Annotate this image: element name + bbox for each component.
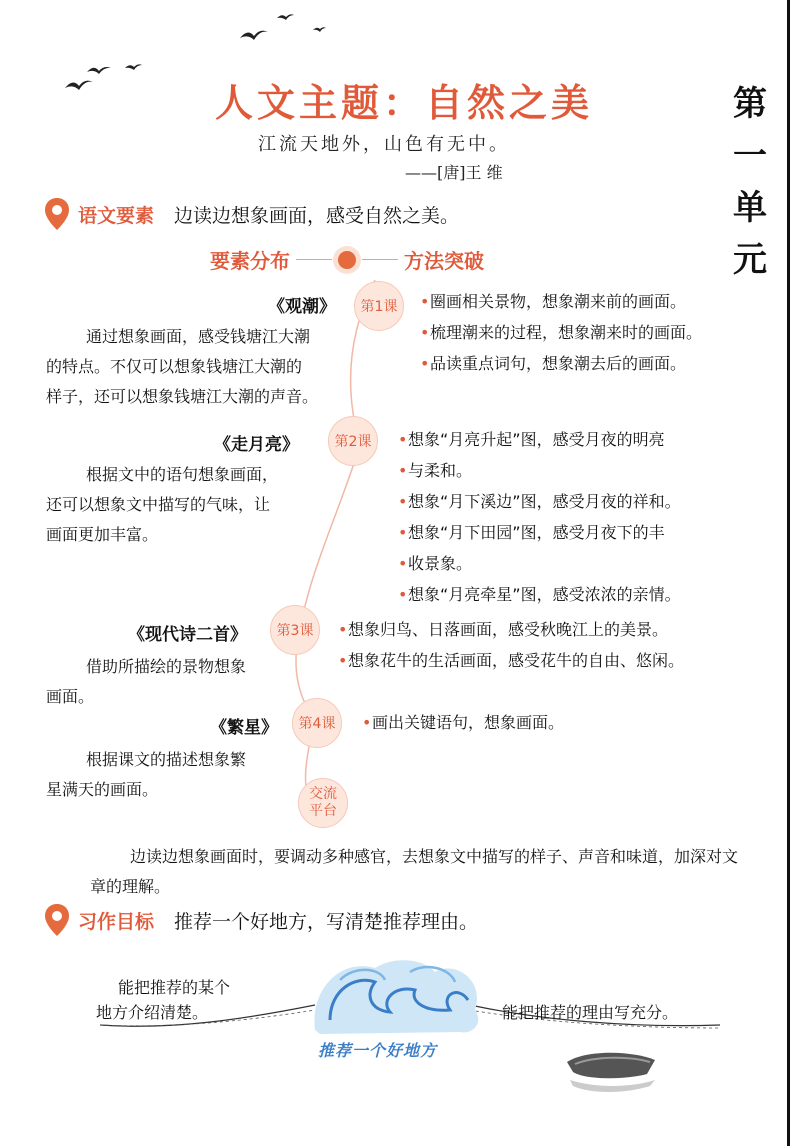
desc-line: 的特点。不仅可以想象钱塘江大潮的 bbox=[46, 357, 303, 376]
lesson-title: 《观潮》 bbox=[268, 297, 336, 317]
flow-left-label: 要素分布 bbox=[210, 249, 290, 273]
lesson-badge: 第2课 bbox=[328, 416, 378, 466]
bird-icon bbox=[313, 27, 326, 32]
lesson-title: 《现代诗二首》 bbox=[128, 625, 247, 645]
flow-right-label: 方法突破 bbox=[404, 249, 484, 273]
lesson-description bbox=[46, 652, 296, 712]
desc-line: 星满天的画面。 bbox=[46, 780, 159, 799]
section-text: 边读边想象画面，感受自然之美。 bbox=[174, 204, 460, 227]
unit-char: 第 bbox=[733, 84, 767, 124]
lesson-title: 《繁星》 bbox=[210, 718, 278, 738]
bird-icon bbox=[125, 64, 142, 70]
bird-icon bbox=[87, 67, 111, 74]
section-writing bbox=[44, 903, 478, 937]
lesson-description bbox=[46, 745, 296, 805]
lesson-badge: 第1课 bbox=[354, 281, 404, 331]
flow-connector bbox=[362, 259, 398, 260]
method-item: • 品读重点词句，想象潮去后的画面。 bbox=[420, 348, 702, 379]
method-item: • 收景象。 bbox=[398, 548, 681, 579]
lesson-title: 《走月亮》 bbox=[214, 435, 299, 455]
exchange-badge bbox=[298, 778, 348, 828]
section-language bbox=[44, 197, 459, 231]
method-item: • 画出关键语句，想象画面。 bbox=[362, 707, 564, 738]
method-item: • 圈画相关景物，想象潮来前的画面。 bbox=[420, 286, 702, 317]
method-list bbox=[338, 614, 684, 676]
method-item: • 想象“月下田园”图，感受月夜下的丰 bbox=[398, 517, 681, 548]
boat-icon bbox=[555, 1040, 665, 1100]
page-title: 人文主题：自然之美 bbox=[215, 80, 594, 125]
lesson-badge: 第3课 bbox=[270, 605, 320, 655]
goal-line: 能把推荐的某个 bbox=[118, 978, 231, 997]
poem-author: ——[唐]王 维 bbox=[405, 163, 503, 182]
desc-line: 借助所描绘的景物想象 bbox=[86, 657, 247, 676]
unit-label bbox=[728, 78, 772, 286]
desc-line: 通过想象画面，感受钱塘江大潮 bbox=[86, 327, 311, 346]
method-item: • 想象“月亮升起”图，感受月夜的明亮 bbox=[398, 424, 681, 455]
exchange-summary: 边读边想象画面时，要调动多种感官，去想象文中描写的样子、声音和味道，加深对文章的理解。 bbox=[90, 847, 739, 896]
desc-line: 画面。 bbox=[46, 687, 95, 706]
method-item: • 想象归鸟、日落画面，感受秋晚江上的美景。 bbox=[338, 614, 684, 645]
unit-char: 单 bbox=[733, 188, 767, 228]
poem-line: 江流天地外，山色有无中。 bbox=[258, 134, 510, 155]
exchange-badge-line: 平台 bbox=[309, 803, 337, 819]
method-item: • 与柔和。 bbox=[398, 455, 681, 486]
unit-char: 元 bbox=[733, 240, 767, 280]
desc-line: 画面更加丰富。 bbox=[46, 525, 159, 544]
flow-connector bbox=[296, 259, 332, 260]
method-list bbox=[420, 286, 702, 379]
location-pin-icon bbox=[44, 197, 70, 231]
section-label: 习作目标 bbox=[78, 910, 155, 933]
unit-char: 一 bbox=[733, 136, 767, 176]
section-text: 推荐一个好地方，写清楚推荐理由。 bbox=[174, 910, 479, 933]
method-list bbox=[398, 424, 681, 610]
method-item: • 梳理潮来的过程，想象潮来时的画面。 bbox=[420, 317, 702, 348]
desc-line: 根据课文的描述想象繁 bbox=[86, 750, 247, 769]
section-label: 语文要素 bbox=[78, 204, 155, 227]
wave-icon bbox=[314, 960, 478, 1034]
method-item: • 想象“月亮牵星”图，感受浓浓的亲情。 bbox=[398, 579, 681, 610]
lesson-badge: 第4课 bbox=[292, 698, 342, 748]
flow-dot-icon bbox=[338, 251, 356, 269]
location-pin-icon bbox=[44, 903, 70, 937]
writing-goal-left bbox=[96, 975, 230, 1025]
goal-line: 地方介绍清楚。 bbox=[96, 1003, 209, 1022]
bird-icon bbox=[277, 14, 294, 20]
lesson-description bbox=[46, 322, 376, 412]
desc-line: 还可以想象文中描写的气味，让 bbox=[46, 495, 271, 514]
writing-goal-right: 能把推荐的理由写充分。 bbox=[502, 1003, 679, 1022]
desc-line: 样子，还可以想象钱塘江大潮的声音。 bbox=[46, 387, 319, 406]
method-list bbox=[362, 707, 564, 738]
desc-line: 根据文中的语句想象画面， bbox=[86, 465, 279, 484]
lesson-description bbox=[46, 460, 346, 550]
writing-goal-center: 推荐一个好地方 bbox=[318, 1041, 438, 1060]
bird-icon bbox=[65, 81, 93, 90]
method-item: • 想象花牛的生活画面，感受花牛的自由、悠闲。 bbox=[338, 645, 684, 676]
method-item: • 想象“月下溪边”图，感受月夜的祥和。 bbox=[398, 486, 681, 517]
bird-icon bbox=[240, 31, 268, 40]
exchange-badge-line: 交流 bbox=[309, 786, 337, 802]
